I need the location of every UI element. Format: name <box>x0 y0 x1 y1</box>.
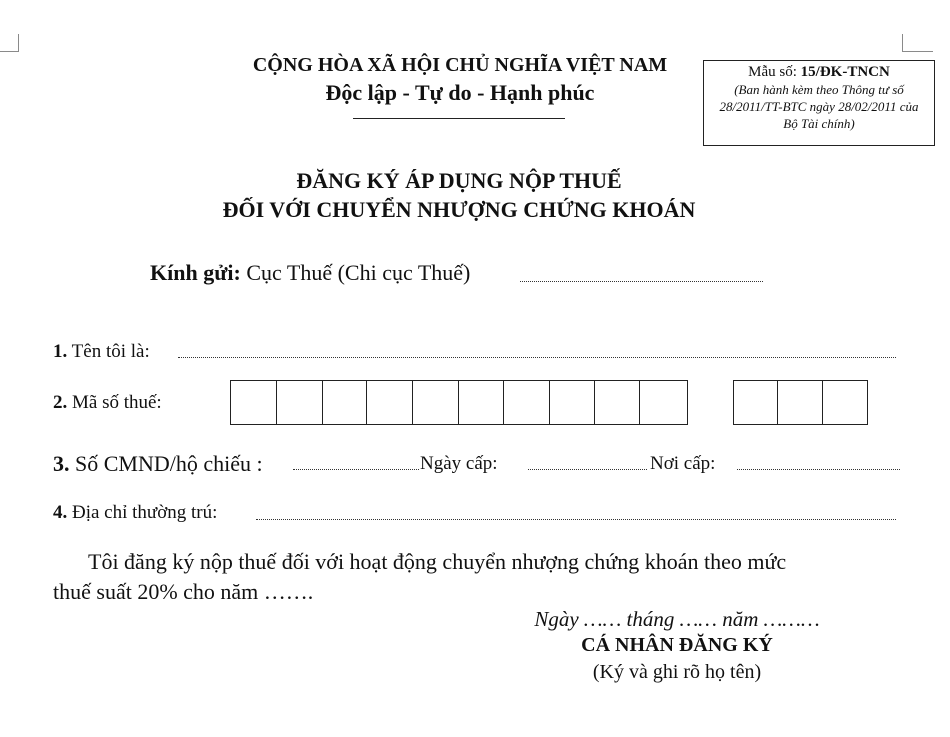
signature-date: Ngày …… tháng …… năm ……… <box>534 607 820 631</box>
tax-digit-box[interactable] <box>504 381 550 424</box>
document-title-line1: ĐĂNG KÝ ÁP DỤNG NỘP THUẾ <box>296 168 622 193</box>
field-address-number: 4. <box>53 502 68 523</box>
signature-note: (Ký và ghi rõ họ tên) <box>592 661 762 683</box>
document-title-line2: ĐỐI VỚI CHUYỂN NHƯỢNG CHỨNG KHOÁN <box>222 197 696 222</box>
id-fill-line[interactable] <box>293 469 419 470</box>
field-tax-code <box>53 392 162 414</box>
tax-digit-box[interactable] <box>550 381 596 424</box>
id-place-fill-line[interactable] <box>737 469 900 470</box>
field-id-place-label: Nơi cấp: <box>650 453 716 474</box>
field-id-number: 3. <box>53 451 70 476</box>
form-code <box>704 64 934 81</box>
name-fill-line[interactable] <box>178 357 896 358</box>
recipient-line <box>150 260 470 286</box>
national-motto: Độc lập - Tự do - Hạnh phúc <box>325 80 595 105</box>
tax-digit-box[interactable] <box>323 381 368 424</box>
field-name-label: Tên tôi là: <box>67 341 150 362</box>
tax-digit-box[interactable] <box>367 381 413 424</box>
tax-digit-box[interactable] <box>231 381 277 424</box>
tax-digit-box[interactable] <box>277 381 323 424</box>
field-name <box>53 341 150 363</box>
page-corner-mark-left <box>0 34 19 52</box>
form-code-box <box>703 60 935 146</box>
tax-digit-box[interactable] <box>640 381 687 424</box>
motto-underline <box>353 118 565 119</box>
field-address-label: Địa chỉ thường trú: <box>67 502 218 523</box>
form-issuance-note: (Ban hành kèm theo Thông tư số 28/2011/TT-BTC ngày 28/02/2011 của Bộ Tài chính) <box>719 82 919 131</box>
tax-digit-box[interactable] <box>734 381 778 424</box>
signature-title: CÁ NHÂN ĐĂNG KÝ <box>581 634 773 656</box>
declaration-line1: Tôi đăng ký nộp thuế đối với hoạt động chuyển nhượng chứng khoán theo mức <box>88 549 787 574</box>
form-code-value: 15/ĐK-TNCN <box>800 64 890 80</box>
tax-digit-box[interactable] <box>778 381 822 424</box>
tax-code-boxes-branch <box>733 380 868 425</box>
recipient-label: Kính gửi: <box>150 260 241 285</box>
id-date-fill-line[interactable] <box>528 469 647 470</box>
field-address <box>53 502 217 524</box>
form-code-label: Mẫu số: <box>748 64 801 80</box>
tax-digit-box[interactable] <box>459 381 504 424</box>
tax-code-boxes-main <box>230 380 688 425</box>
field-tax-code-label: Mã số thuế: <box>67 392 162 413</box>
recipient-value: Cục Thuế (Chi cục Thuế) <box>240 260 471 285</box>
tax-digit-box[interactable] <box>595 381 640 424</box>
field-name-number: 1. <box>53 341 68 362</box>
national-title: CỘNG HÒA XÃ HỘI CHỦ NGHĨA VIỆT NAM <box>252 54 668 76</box>
address-fill-line[interactable] <box>256 519 896 520</box>
field-id-date-label: Ngày cấp: <box>420 453 498 474</box>
page-corner-mark-right <box>902 34 933 52</box>
field-tax-code-number: 2. <box>53 392 68 413</box>
field-id <box>53 451 263 477</box>
tax-digit-box[interactable] <box>413 381 459 424</box>
recipient-fill-line[interactable] <box>520 281 763 282</box>
declaration-line2: thuế suất 20% cho năm ……. <box>53 579 314 604</box>
field-id-label: Số CMND/hộ chiếu : <box>69 451 263 476</box>
tax-digit-box[interactable] <box>823 381 867 424</box>
